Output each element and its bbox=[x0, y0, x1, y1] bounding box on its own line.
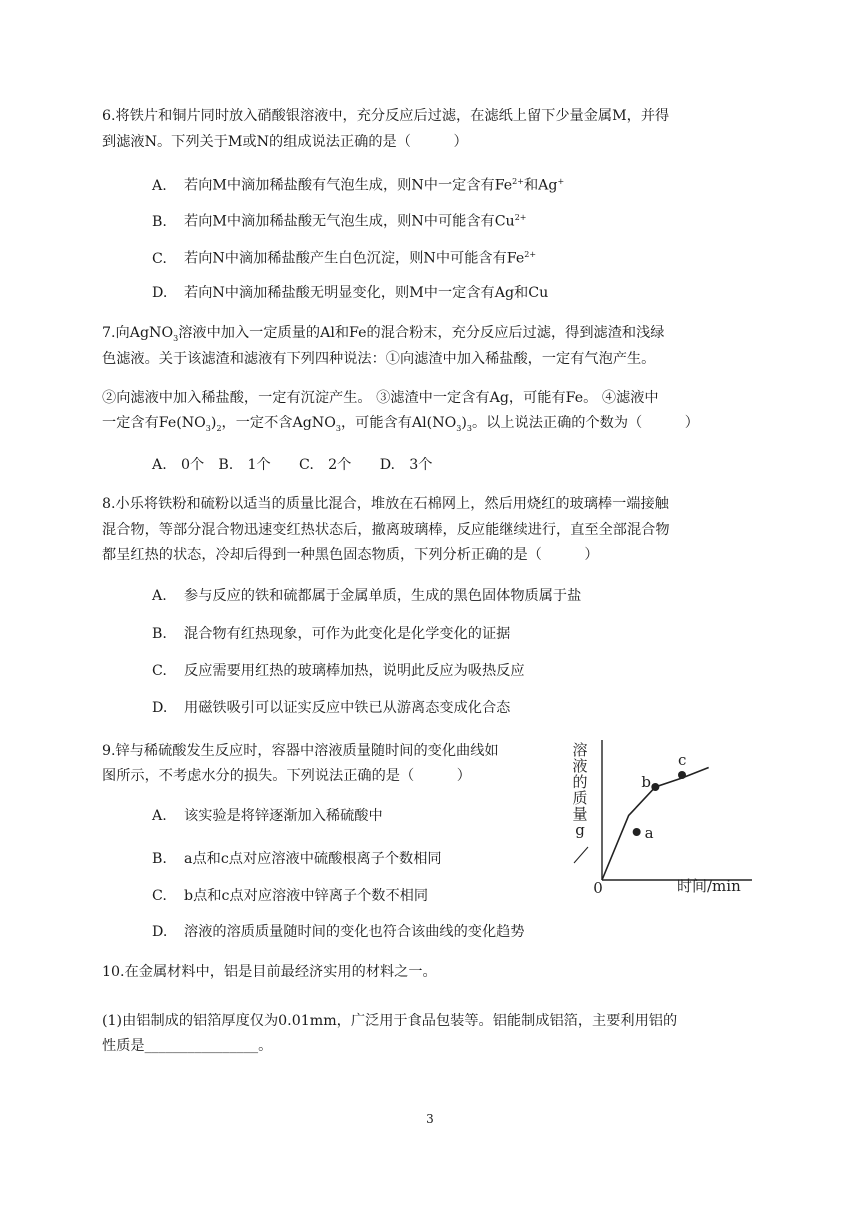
option-text: 混合物有红热现象，可作为此变化是化学变化的证据 bbox=[184, 626, 511, 642]
option-letter: C. bbox=[152, 663, 167, 679]
q10-stem-line1: 10.在金属材料中，铝是目前最经济实用的材料之一。 bbox=[102, 964, 437, 980]
y-axis-label-char: g bbox=[575, 821, 585, 839]
q7-stem-line2: 色滤液。关于该滤渣和滤液有下列四种说法：①向滤渣中加入稀盐酸，一定有气泡产生。 bbox=[102, 351, 656, 367]
option-text: 参与反应的铁和硫都属于金属单质，生成的黑色固体物质属于盐 bbox=[184, 588, 582, 604]
q10-stem-line2: (1)由铝制成的铝箔厚度仅为0.01mm，广泛用于食品包装等。铝能制成铝箔，主要利用铝的 bbox=[102, 1013, 678, 1029]
option-letter: B. bbox=[152, 851, 167, 867]
q6-option-d[interactable] bbox=[152, 283, 548, 303]
q9-stem-line2: 图所示，不考虑水分的损失。下列说法正确的是（ ） bbox=[102, 768, 471, 784]
q10-stem-line3: 性质是________________。 bbox=[102, 1038, 273, 1054]
q7-stem-line3: ②向滤液中加入稀盐酸，一定有沉淀产生。 ③滤渣中一定含有Ag，可能有Fe。 ④滤液中 bbox=[102, 390, 659, 406]
y-axis-label-char: 液 bbox=[572, 757, 588, 775]
q8-stem-line1: 8.小乐将铁粉和硫粉以适当的质量比混合，堆放在石棉网上，然后用烧红的玻璃棒一端接触 bbox=[102, 496, 669, 512]
origin-label: 0 bbox=[593, 879, 603, 897]
y-axis-label-char: 溶 bbox=[572, 741, 588, 759]
q7-options[interactable]: A. 0个 B. 1个 C. 2个 D. 3个 bbox=[152, 457, 433, 473]
mass-time-chart bbox=[562, 735, 762, 900]
y-axis-label-char: 的 bbox=[572, 773, 588, 791]
ion-charge: 2+ bbox=[512, 177, 524, 186]
q8-option-a[interactable] bbox=[152, 586, 581, 606]
option-letter: D. bbox=[152, 285, 168, 301]
q6-option-a[interactable] bbox=[152, 172, 564, 196]
q7-stem-line4: 一定含有$Fe(NO_3)_2$，一定不含AgNO$_3$，可能含有$Al(NO_3)_3$。以上说法正确的个数为（ ） bbox=[102, 415, 699, 433]
option-text: 溶液的溶质质量随时间的变化也符合该曲线的变化趋势 bbox=[184, 924, 525, 940]
option-letter: D. bbox=[152, 924, 168, 940]
option-text: 和Ag bbox=[523, 177, 558, 194]
data-point-label-b: b bbox=[641, 773, 651, 791]
q8-option-c[interactable] bbox=[152, 661, 525, 681]
x-axis-label: 时间/min bbox=[677, 877, 741, 895]
option-text: 若向N中滴加稀盐酸产生白色沉淀，则N中可能含有Fe bbox=[184, 250, 525, 267]
y-axis-label-char: 质 bbox=[572, 789, 588, 807]
option-letter: D. bbox=[152, 700, 168, 716]
data-point-c bbox=[678, 771, 686, 779]
option-text: 该实验是将锌逐渐加入稀硫酸中 bbox=[184, 808, 383, 824]
q6-option-c[interactable] bbox=[152, 245, 536, 269]
q9-stem-line1: 9.锌与稀硫酸发生反应时，容器中溶液质量随时间的变化曲线如 bbox=[102, 743, 499, 759]
option-letter: A. bbox=[152, 808, 167, 824]
page-number: 3 bbox=[426, 1112, 434, 1126]
option-text: b点和c点对应溶液中锌离子个数不相同 bbox=[184, 888, 429, 904]
ion-charge: + bbox=[557, 177, 565, 186]
ion-charge: 2+ bbox=[524, 250, 537, 259]
option-letter: B. bbox=[152, 626, 167, 642]
q6-option-b[interactable] bbox=[152, 208, 526, 232]
q7-stem-line1: 7.向AgNO$_3$溶液中加入一定质量的Al和Fe的混合粉末，充分反应后过滤，得到滤渣和浅绿 bbox=[102, 325, 665, 343]
data-point-label-c: c bbox=[678, 751, 687, 769]
q8-stem-line3: 都呈红热的状态，冷却后得到一种黑色固态物质，下列分析正确的是（ ） bbox=[102, 547, 599, 563]
data-point-a bbox=[633, 828, 641, 836]
option-text: a点和c点对应溶液中硫酸根离子个数相同 bbox=[184, 851, 442, 867]
y-axis-label-slash bbox=[574, 847, 588, 863]
option-text: 若向M中滴加稀盐酸有气泡生成，则N中一定含有Fe bbox=[184, 177, 513, 194]
ion-charge: 2+ bbox=[514, 213, 527, 222]
q9-option-d[interactable] bbox=[152, 922, 525, 942]
option-text: 用磁铁吸引可以证实反应中铁已从游离态变成化合态 bbox=[184, 700, 511, 716]
q6-stem-line2: 到滤液N。下列关于M或N的组成说法正确的是（ ） bbox=[102, 134, 468, 150]
option-letter: B. bbox=[152, 213, 167, 230]
option-text: 若向M中滴加稀盐酸无气泡生成，则N中可能含有Cu bbox=[184, 213, 515, 230]
q9-option-a[interactable] bbox=[152, 806, 383, 826]
q8-option-d[interactable] bbox=[152, 698, 510, 718]
q8-stem-line2: 混合物，等部分混合物迅速变红热状态后，撤离玻璃棒，反应能继续进行，直至全部混合物 bbox=[102, 522, 670, 538]
q6-stem-line1: 6.将铁片和铜片同时放入硝酸银溶液中，充分反应后过滤，在滤纸上留下少量金属M，并得 bbox=[102, 108, 670, 124]
q8-option-b[interactable] bbox=[152, 624, 510, 644]
y-axis-label-char: 量 bbox=[572, 805, 588, 823]
option-text: 若向N中滴加稀盐酸无明显变化，则M中一定含有Ag和Cu bbox=[184, 285, 549, 301]
option-letter: C. bbox=[152, 250, 167, 267]
data-point-b bbox=[651, 783, 659, 791]
option-text: 反应需要用红热的玻璃棒加热，说明此反应为吸热反应 bbox=[184, 663, 525, 679]
q9-option-c[interactable] bbox=[152, 886, 428, 906]
data-point-label-a: a bbox=[644, 824, 654, 842]
option-letter: C. bbox=[152, 888, 167, 904]
option-letter: A. bbox=[152, 588, 167, 604]
q9-option-b[interactable] bbox=[152, 849, 442, 869]
option-letter: A. bbox=[152, 177, 167, 194]
